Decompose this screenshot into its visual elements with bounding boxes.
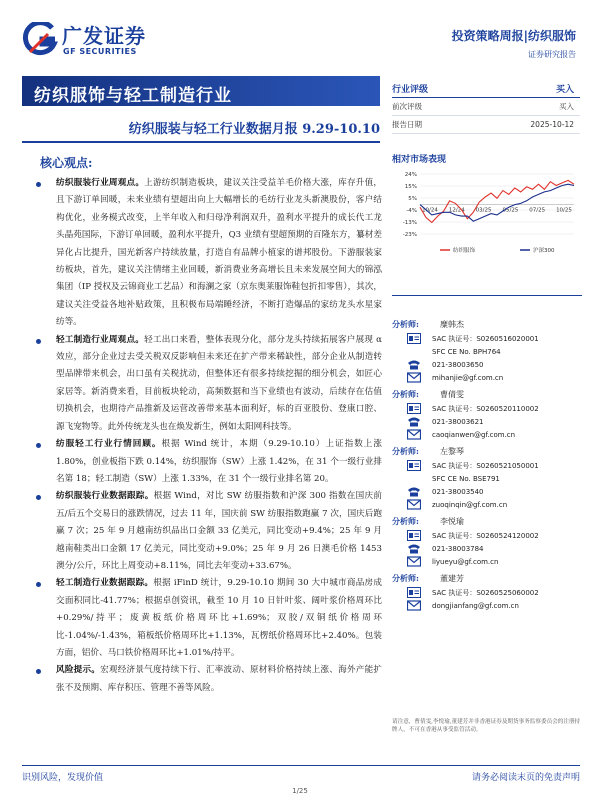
analyst-card xyxy=(392,386,582,441)
email-icon xyxy=(404,600,424,612)
point-heading: 轻工制造行业数据跟踪。 xyxy=(56,578,154,589)
analyst-name: 曹倩雯 xyxy=(440,389,464,399)
report-date-label: 报告日期 xyxy=(392,120,422,129)
report-header xyxy=(0,0,600,72)
analyst-role: 分析师: xyxy=(392,388,419,399)
gf-logo-icon xyxy=(22,22,58,58)
id-card-icon xyxy=(404,460,424,472)
phone-icon xyxy=(404,416,424,428)
analyst-sac: SAC 执证号：S0260525060002 xyxy=(432,588,539,597)
industry-title: 纺织服饰与轻工制造行业 xyxy=(34,86,232,106)
report-category: 证券研究报告 xyxy=(528,50,576,59)
bullet-icon xyxy=(36,669,41,674)
analyst-sfc-row xyxy=(392,472,582,485)
previous-rating-row xyxy=(392,98,580,116)
point-body: 根据 iFinD 统计，9.29-10.10 期间 30 大中城市商品房成交面积同比-41.77%；根据卓创资讯，截至 10 月 10 日针叶浆、阔叶浆价格周环比+0.29%/持平；废黄板纸价格周环比+1.69%；双胶/双铜纸价格周环比-1.04%/-1.43%，箱板纸价格周环比+1.13%，瓦楞纸价格周环比+2.40%。包装方面，铝价、马口铁价格周环比+1.01%/持平。 xyxy=(56,578,382,658)
analyst-email-row[interactable] xyxy=(392,599,582,612)
analyst-name-row xyxy=(392,386,582,402)
chart-svg xyxy=(392,166,582,296)
report-date-row xyxy=(392,116,580,134)
point-body: 根据 Wind 统计，本期（9.29-10.10）上证指数上涨 1.80%，创业板指下跌 0.14%，纺织服饰（SW）上涨 1.42%，在 31 个一级行业排名第 18；轻工制造（SW）上涨 1.33%，在 31 个一级行业排名第 20。 xyxy=(56,439,382,484)
bullet-icon xyxy=(36,182,41,187)
analyst-phone: 021-38003540 xyxy=(432,487,484,496)
rating-panel xyxy=(392,79,580,134)
analyst-sac: SAC 执证号：S0260521050001 xyxy=(432,461,539,470)
analyst-name: 左黎琴 xyxy=(440,446,464,456)
analyst-disclaimer: 请注意，曹倩雯,李悦瑜,董建芳并非香港证券及期货事务监察委员会的注册持牌人，不可在香港从事受监管活动。 xyxy=(392,719,581,733)
analyst-sac-row xyxy=(392,459,582,472)
title-divider xyxy=(22,141,380,143)
legend-label: 纺织服饰 xyxy=(453,248,476,254)
analyst-email[interactable]: caoqianwen@gf.com.cn xyxy=(432,430,516,439)
analyst-sac-row xyxy=(392,529,582,542)
analyst-sac-row xyxy=(392,586,582,599)
report-type: 投资策略周报|纺织服饰 xyxy=(451,29,576,43)
analyst-phone-row xyxy=(392,485,582,498)
analyst-role: 分析师: xyxy=(392,445,419,456)
id-card-icon xyxy=(404,530,424,542)
x-tick-label: 10/25 xyxy=(556,207,572,214)
analyst-name-row xyxy=(392,316,582,332)
analyst-role: 分析师: xyxy=(392,515,419,526)
core-point-light-data xyxy=(34,575,382,662)
point-heading: 纺服轻工行业行情回顾。 xyxy=(56,439,162,450)
point-heading: 纺织服装行业周观点。 xyxy=(56,178,145,188)
point-body: 根据 Wind，对比 SW 纺服指数和沪深 300 指数在国庆前五/后五个交易日的涨跌情况，过去 11 年，国庆前 SW 纺服指数跑赢 7 次，国庆后跑赢 7 次；25 年 9 月越南纺织品出口金额 33 亿美元，同比变动+9.4%；25 年 9 月越南鞋类出口金额 17 亿美元，同比变动+9.0%；25 年 9 月 26 日澳毛价格 1453 澳分/公斤，环比上周变动+8.11%，同比去年变动+33.67%。 xyxy=(56,491,382,571)
series-line-0 xyxy=(420,180,574,222)
core-points-list xyxy=(34,175,382,697)
analyst-name: 董建芳 xyxy=(440,573,464,583)
bullet-icon xyxy=(36,339,41,344)
x-tick-label: 12/24 xyxy=(448,207,465,214)
rating-value: 买入 xyxy=(555,84,574,95)
email-icon xyxy=(404,372,424,384)
analyst-phone: 021-38003621 xyxy=(432,417,484,426)
footer-divider xyxy=(22,765,580,766)
analyst-name-row xyxy=(392,513,582,529)
analyst-phone-row xyxy=(392,415,582,428)
logo-english-name: GF SECURITIES xyxy=(63,47,137,56)
analyst-sac: SAC 执证号：S0260520110002 xyxy=(432,404,539,413)
analyst-phone-row xyxy=(392,542,582,555)
analyst-email-row[interactable] xyxy=(392,498,582,511)
analyst-card xyxy=(392,443,582,511)
core-views-heading: 核心观点: xyxy=(40,156,93,170)
analyst-card xyxy=(392,316,582,384)
analyst-phone-row xyxy=(392,358,582,371)
point-body: 轻工出口来看，整体表现分化，部分龙头持续拓展客户展现 α 效应，部分企业过去受关税双反影响但未来还在扩产带来稀缺性，部分企业从制造转型品牌带来机会，出口虽有关税扰动，但整体还有很多持续挖掘的细分机会，如匠心家居等。新消费来看，目前板块轮动，高频数据和当下业绩也有波动，后续存在估值切换机会，也期待产品推新及运营改善带来基本面利好，标的百亚股份、登康口腔、源飞宠物等。此外传统龙头也在焕发新生，例如太阳网科技等。 xyxy=(56,334,382,432)
footer-disclaimer-note: 请务必阅读末页的免责声明 xyxy=(471,773,580,783)
core-point-textile-data xyxy=(34,488,382,575)
legend-label: 沪深300 xyxy=(533,248,555,254)
relative-performance-chart xyxy=(392,166,582,296)
gf-securities-logo xyxy=(22,20,192,60)
series-line-1 xyxy=(420,184,574,221)
email-icon xyxy=(404,429,424,441)
x-tick-label: 10/24 xyxy=(422,207,438,214)
report-type-block xyxy=(452,27,576,60)
x-tick-label: 07/25 xyxy=(529,207,546,214)
analyst-phone: 021-38003784 xyxy=(432,544,484,553)
bullet-icon xyxy=(36,443,41,448)
y-tick-label: -23% xyxy=(402,232,417,238)
analyst-name-row xyxy=(392,443,582,459)
y-tick-label: 15% xyxy=(404,184,417,190)
point-body: 上游纺织制造板块，建议关注受益羊毛价格大涨，库存升值，且下游订单回暖，未来业绩有望超出向上大幅增长的毛纺行业龙头新澳股份，客户结构优化，业务模式改变，上半年收入和归母净利润双升，盈利水平提升的成长代工龙头晶苑国际，下游订单回暖，盈利水平提升，Q3 业绩有望超预期的百隆东方，纂材差异化占比提升，国光新客户持续放量，打造自有品牌小植家的谱邦股份。下游服装家纺板块，首先，建议关注情绪主业回暖，新消费业务高增长且未来发展空间大的锦泓集团（IP 授权及云锦商业工艺品）和海澜之家（京东奥莱服饰鞋包折扣零售），其次，建议关注受益各地补贴政策，且积极布局端睡经济，不断打造爆品的家纺龙头水星家纺等。 xyxy=(56,178,382,328)
chart-title: 相对市场表现 xyxy=(392,155,447,165)
analyst-sfc: SFC CE No. BPH764 xyxy=(432,347,501,356)
email-icon xyxy=(404,499,424,511)
core-point-risk xyxy=(34,662,382,697)
analyst-role: 分析师: xyxy=(392,572,419,583)
analyst-card xyxy=(392,570,582,612)
title-banner xyxy=(22,76,380,106)
report-date-value: 2025-10-12 xyxy=(530,120,574,129)
analyst-sac: SAC 执证号：S0260516020001 xyxy=(432,334,539,343)
bullet-icon xyxy=(36,582,41,587)
point-heading: 风险提示。 xyxy=(56,665,101,676)
point-heading: 轻工制造行业周观点。 xyxy=(56,334,145,345)
y-tick-label: -4% xyxy=(406,208,417,214)
id-card-icon xyxy=(404,587,424,599)
logo-chinese-name: 广发证券 xyxy=(62,24,146,48)
analyst-sfc: SFC CE No. BSE791 xyxy=(432,474,500,483)
report-subtitle: 纺织服装与轻工行业数据月报 9.29-10.10 xyxy=(128,122,380,137)
x-tick-label: 05/25 xyxy=(502,207,519,214)
analyst-email-row[interactable] xyxy=(392,428,582,441)
core-point-light-industry xyxy=(34,332,382,436)
phone-icon xyxy=(404,543,424,555)
analyst-phone: 021-38003650 xyxy=(432,360,484,369)
id-card-icon xyxy=(404,333,424,345)
phone-icon xyxy=(404,359,424,371)
analyst-list xyxy=(392,316,582,614)
y-tick-label: 24% xyxy=(404,172,417,178)
analyst-role: 分析师: xyxy=(392,318,419,329)
industry-rating-row xyxy=(392,79,580,98)
id-card-icon xyxy=(404,403,424,415)
analyst-card xyxy=(392,513,582,568)
analyst-sac-row xyxy=(392,402,582,415)
previous-rating-value: 买入 xyxy=(559,102,574,111)
analyst-sac-row xyxy=(392,332,582,345)
phone-icon xyxy=(404,486,424,498)
analyst-email[interactable]: liyueyu@gf.com.cn xyxy=(432,557,499,566)
analyst-sac: SAC 执证号：S0260524120002 xyxy=(432,531,539,540)
email-icon xyxy=(404,556,424,568)
point-body: 宏观经济景气度持续下行、汇率波动、原材料价格持续上涨、海外产能扩张不及预期、库存积压、管理不善等风险。 xyxy=(56,665,382,693)
bullet-icon xyxy=(36,495,41,500)
analyst-name: 李悦瑜 xyxy=(440,516,464,526)
core-point-market-review xyxy=(34,436,382,488)
page-number: 1/25 xyxy=(292,787,308,795)
core-point-textile xyxy=(34,175,382,332)
analyst-sfc-row xyxy=(392,345,582,358)
analyst-email[interactable]: dongjianfang@gf.com.cn xyxy=(432,601,519,610)
analyst-email[interactable]: zuoqinqin@gf.com.cn xyxy=(432,500,508,509)
previous-rating-label: 前次评级 xyxy=(392,102,422,111)
rating-label: 行业评级 xyxy=(392,84,429,95)
analyst-email-row[interactable] xyxy=(392,555,582,568)
footer-slogan: 识别风险，发现价值 xyxy=(22,773,104,783)
analyst-email-row[interactable] xyxy=(392,371,582,384)
analyst-name-row xyxy=(392,570,582,586)
x-tick-label: 03/25 xyxy=(475,207,492,214)
analyst-email[interactable]: mihanjie@gf.com.cn xyxy=(432,373,504,382)
y-tick-label: -13% xyxy=(402,220,417,226)
point-heading: 纺织服装行业数据跟踪。 xyxy=(56,491,154,502)
y-tick-label: 5% xyxy=(408,196,417,202)
analyst-name: 糜韩杰 xyxy=(440,319,464,329)
